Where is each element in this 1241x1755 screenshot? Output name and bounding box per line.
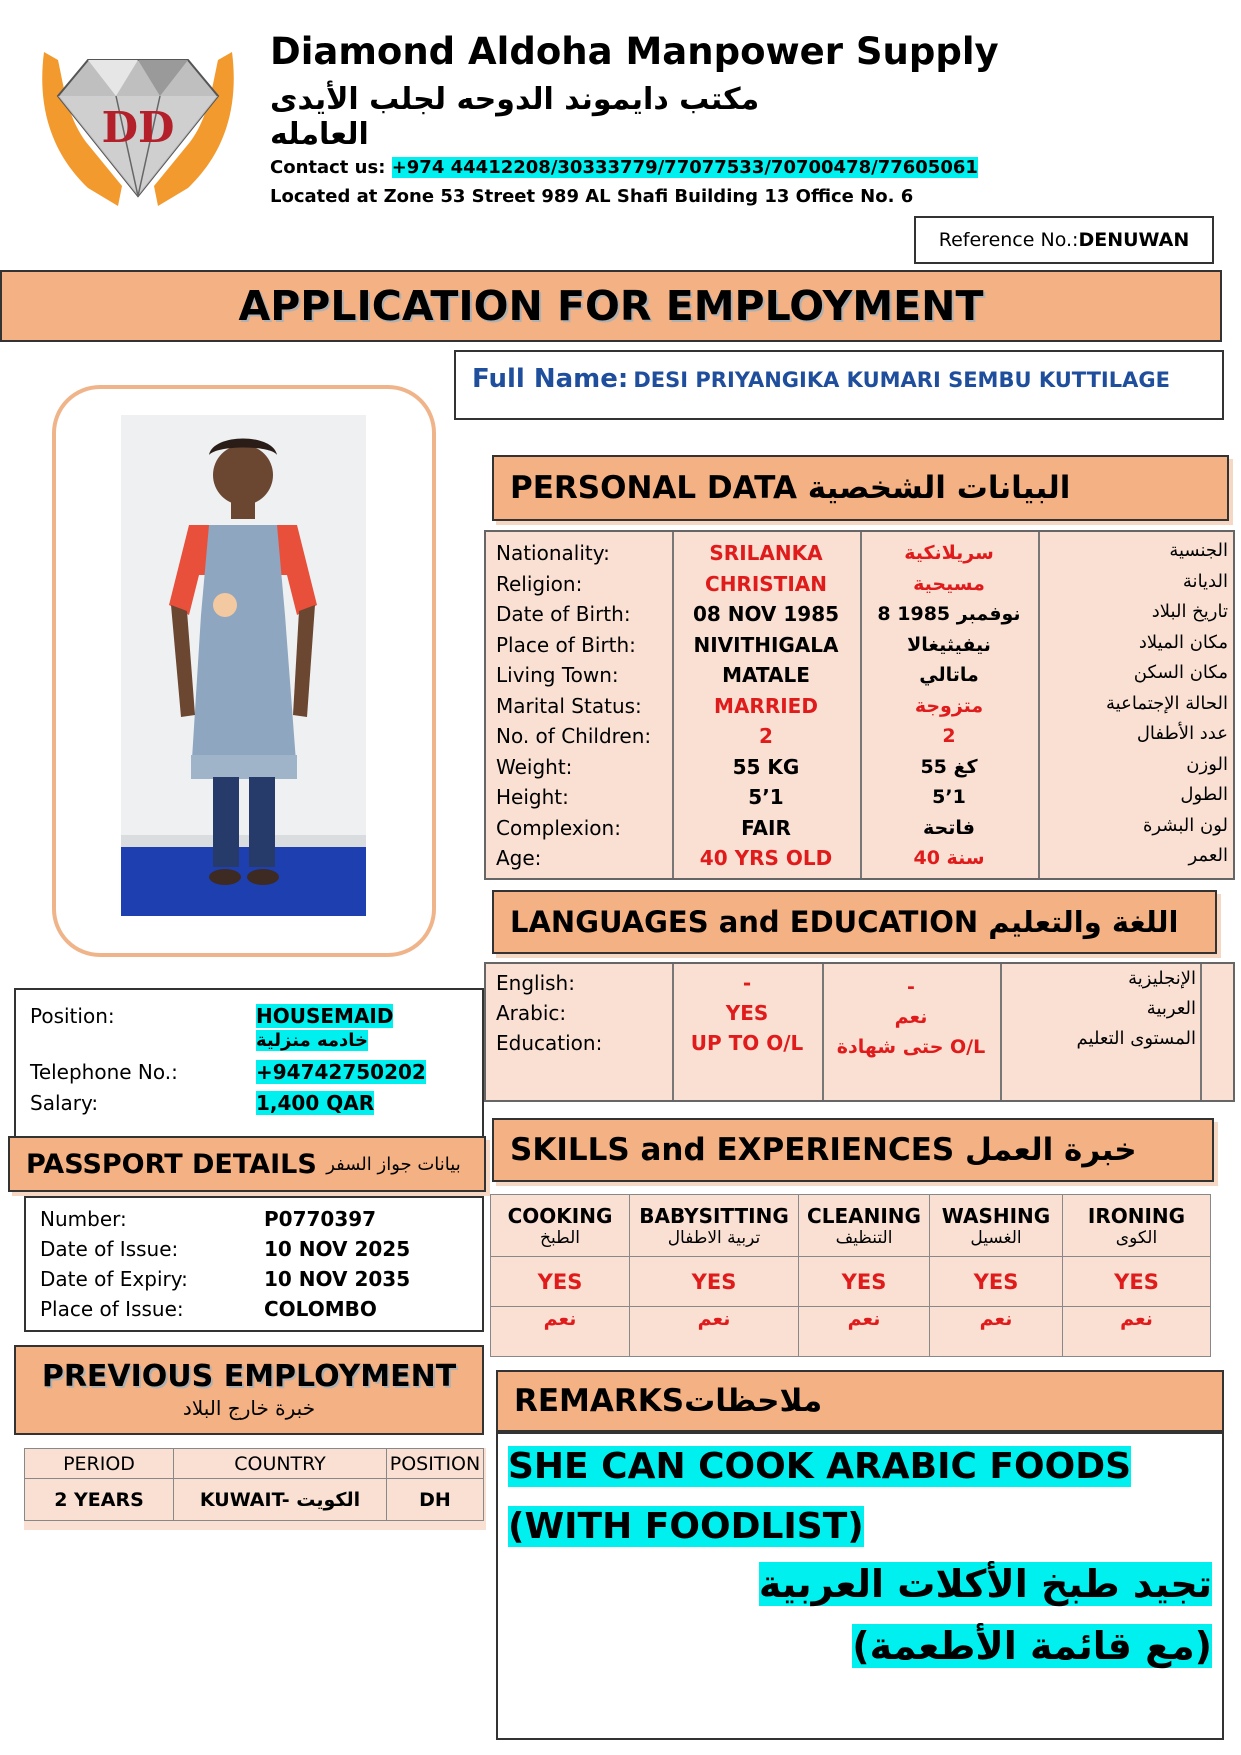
personal-labels-arabic — [1038, 536, 1228, 872]
value: SRILANKA — [709, 541, 823, 565]
skill-value: YES — [491, 1257, 630, 1307]
label: Marital Status: — [496, 693, 642, 718]
header-position: POSITION — [387, 1449, 484, 1479]
value-ar: مسيحية — [913, 572, 985, 595]
value-ar: نيفيثيغالا — [907, 633, 991, 656]
skill-header — [491, 1195, 630, 1257]
skill-value: YES — [930, 1257, 1063, 1307]
label: English: — [496, 971, 575, 995]
value: 10 NOV 2035 — [264, 1267, 411, 1291]
value-ar: ماتالي — [919, 664, 979, 686]
label: Height: — [496, 785, 569, 809]
value: NIVITHIGALA — [693, 632, 839, 657]
position-value: DH — [387, 1479, 484, 1521]
value: FAIR — [741, 815, 791, 840]
passport-heading-en: PASSPORT DETAILS — [26, 1148, 317, 1180]
label-ar: تاريخ البلاد — [1151, 601, 1228, 622]
label: No. of Children: — [496, 724, 652, 748]
previous-employment-heading — [14, 1345, 484, 1435]
label: Number: — [40, 1207, 127, 1231]
value: MATALE — [722, 663, 810, 687]
remarks-heading-ar: ملاحظات — [684, 1383, 823, 1419]
remarks-line-4 — [852, 1624, 1212, 1668]
passport-heading-ar: بيانات جواز السفر — [326, 1153, 461, 1175]
label: Arabic: — [496, 1001, 567, 1025]
remarks-line-3 — [759, 1562, 1212, 1606]
job-details-box — [14, 988, 484, 1140]
skill-header — [799, 1195, 930, 1257]
skill-value: YES — [799, 1257, 930, 1307]
value: 2 — [759, 724, 773, 748]
telephone-label: Telephone No.: — [30, 1060, 178, 1084]
label-ar: الحالة الإجتماعية — [1106, 692, 1228, 714]
value: 08 NOV 1985 — [692, 602, 840, 626]
full-name-box — [454, 350, 1224, 420]
label-ar: لون البشرة — [1142, 814, 1228, 836]
label: Complexion: — [496, 815, 621, 840]
label: Age: — [496, 846, 542, 870]
passport-values — [264, 1204, 410, 1324]
value: MARRIED — [714, 693, 818, 718]
personal-values — [672, 538, 860, 874]
remarks-line-2 — [508, 1506, 864, 1547]
contact-line — [270, 157, 978, 178]
reference-value: DENUWAN — [1078, 229, 1190, 251]
label-ar: الإنجليزية — [1128, 968, 1196, 989]
personal-values-arabic — [860, 538, 1038, 874]
value-ar: نعم — [894, 1006, 928, 1028]
label-ar: الجنسية — [1169, 540, 1228, 561]
full-name-value: DESI PRIYANGIKA KUMARI SEMBU KUTTILAGE — [633, 368, 1170, 392]
skills-heading — [492, 1118, 1214, 1182]
previous-heading-ar: خبرة خارج البلاد — [182, 1396, 316, 1420]
skill-name-ar: الكوى — [1115, 1227, 1158, 1248]
remarks-line-3-text: تجيد طبخ الأكلات العربية — [758, 1562, 1212, 1606]
address: Located at Zone 53 Street 989 AL Shafi Building 13 Office No. 6 — [270, 186, 914, 207]
skill-value-ar: نعم — [1063, 1307, 1211, 1357]
remarks-line-4-text: (مع قائمة الأطعمة) — [852, 1624, 1212, 1668]
value-ar: سريلانكية — [904, 542, 994, 564]
label: Date of Issue: — [40, 1237, 179, 1261]
company-name-arabic: مكتب دايموند الدوحه لجلب الأيدى العامله — [270, 82, 760, 152]
position-value: HOUSEMAID — [256, 1004, 394, 1028]
languages-heading-ar: اللغة والتعليم — [988, 905, 1179, 939]
label: Weight: — [496, 754, 573, 779]
label-ar: الديانة — [1182, 570, 1228, 592]
passport-box — [24, 1196, 484, 1332]
value: - — [742, 971, 752, 995]
label: Place of Birth: — [496, 632, 636, 657]
value-ar: 8 نوفمبر 1985 — [877, 603, 1021, 625]
previous-employment-table — [24, 1448, 484, 1521]
logo-letters: DD — [101, 103, 175, 152]
label: Nationality: — [496, 541, 610, 565]
header-country: COUNTRY — [174, 1449, 387, 1479]
label-ar: مكان الميلاد — [1138, 631, 1228, 653]
salary-value: 1,400 QAR — [256, 1091, 375, 1115]
label-ar: العمر — [1188, 845, 1228, 866]
previous-heading-en: PREVIOUS EMPLOYMENT — [41, 1359, 457, 1394]
value: 5’1 — [748, 785, 784, 809]
skill-value-ar: نعم — [630, 1307, 799, 1357]
value-ar: متزوجة — [914, 694, 984, 717]
language-labels-arabic — [1000, 964, 1196, 1054]
full-name-label: Full Name: — [472, 364, 629, 394]
language-values — [672, 968, 822, 1058]
period-value: 2 YEARS — [25, 1479, 174, 1521]
label: Living Town: — [496, 663, 619, 687]
passport-heading — [8, 1136, 486, 1192]
label: Place of Issue: — [40, 1297, 184, 1321]
label-ar: العربية — [1146, 998, 1196, 1019]
label-ar: عدد الأطفال — [1136, 723, 1228, 744]
value: P0770397 — [264, 1207, 377, 1231]
skill-value-ar: نعم — [799, 1307, 930, 1357]
telephone-value: +94742750202 — [256, 1060, 426, 1084]
previous-employment-table-wrap — [24, 1448, 486, 1530]
label: Religion: — [496, 571, 583, 596]
personal-heading-en: PERSONAL DATA — [510, 470, 797, 506]
skill-name: WASHING — [941, 1203, 1051, 1228]
label: Date of Expiry: — [40, 1267, 188, 1291]
skill-name-ar: الغسيل — [970, 1227, 1022, 1248]
value: 10 NOV 2025 — [264, 1237, 411, 1261]
page-title-text: APPLICATION FOR EMPLOYMENT — [238, 282, 984, 330]
reference-box — [914, 216, 1214, 264]
value-ar: 5’1 — [932, 786, 966, 808]
value: UP TO O/L — [690, 1031, 804, 1055]
value: YES — [725, 1001, 769, 1025]
languages-panel — [484, 962, 1235, 1102]
header-period: PERIOD — [25, 1449, 174, 1479]
value: 40 YRS OLD — [699, 846, 833, 870]
skill-value-ar: نعم — [930, 1307, 1063, 1357]
label-ar: الوزن — [1186, 753, 1228, 775]
skill-value: YES — [1063, 1257, 1211, 1307]
skill-header — [930, 1195, 1063, 1257]
skills-table — [490, 1194, 1211, 1357]
remarks-line-1-text: SHE CAN COOK ARABIC FOODS — [508, 1446, 1132, 1487]
company-name: Diamond Aldoha Manpower Supply — [270, 30, 999, 73]
skill-value-ar: نعم — [491, 1307, 630, 1357]
value-ar: 55 كغ — [920, 755, 978, 778]
label-ar: مكان السكن — [1133, 662, 1228, 683]
value-ar: حتى شهادة O/L — [836, 1036, 986, 1058]
skill-header — [1063, 1195, 1211, 1257]
page-title — [0, 270, 1222, 342]
languages-heading-en: LANGUAGES and EDUCATION — [510, 905, 979, 939]
skill-name-ar: تربية الاطفال — [667, 1227, 761, 1248]
salary-label: Salary: — [30, 1091, 99, 1115]
country-value: KUWAIT- الكويت — [174, 1479, 387, 1521]
remarks-heading — [496, 1370, 1224, 1432]
value-ar: 40 سنة — [913, 847, 985, 869]
value-ar: - — [907, 976, 915, 998]
skill-name: BABYSITTING — [639, 1203, 789, 1228]
language-labels — [496, 968, 672, 1058]
skill-name-ar: التنظيف — [835, 1227, 893, 1248]
personal-labels — [496, 538, 672, 874]
value-ar: 2 — [942, 725, 956, 747]
remarks-heading-en: REMARKS — [514, 1383, 685, 1419]
skill-header — [630, 1195, 799, 1257]
value: 55 KG — [732, 754, 800, 779]
remarks-line-2-text: (WITH FOODLIST) — [508, 1506, 864, 1547]
company-logo — [26, 38, 250, 214]
personal-data-panel — [484, 530, 1235, 880]
skills-heading-ar: خبرة العمل — [965, 1132, 1137, 1168]
skills-panel — [490, 1194, 1211, 1356]
label: Education: — [496, 1031, 603, 1055]
passport-labels — [40, 1204, 188, 1324]
label-ar: المستوى التعليم — [1076, 1028, 1196, 1049]
skill-name-ar: الطبخ — [540, 1227, 580, 1248]
position-value-arabic: خادمه منزلية — [256, 1030, 369, 1051]
contact-numbers: +974 44412208/30333779/77077533/70700478/77605061 — [391, 157, 978, 178]
reference-label: Reference No.: — [938, 229, 1079, 251]
remarks-box — [496, 1432, 1224, 1740]
label: Date of Birth: — [496, 602, 631, 626]
value: COLOMBO — [264, 1297, 377, 1321]
remarks-line-1 — [508, 1446, 1131, 1487]
label-ar: الطول — [1180, 784, 1228, 805]
skill-value: YES — [630, 1257, 799, 1307]
value-ar: فاتحة — [923, 816, 975, 839]
value: CHRISTIAN — [705, 571, 827, 596]
skill-name: COOKING — [507, 1203, 613, 1228]
skills-heading-en: SKILLS and EXPERIENCES — [510, 1132, 955, 1168]
language-values-arabic — [822, 972, 1000, 1062]
skill-name: IRONING — [1087, 1203, 1186, 1228]
skill-name: CLEANING — [807, 1203, 921, 1228]
personal-heading-ar: البيانات الشخصية — [807, 470, 1071, 506]
contact-label: Contact us: — [270, 157, 386, 178]
candidate-photo — [121, 415, 366, 916]
personal-data-heading — [492, 455, 1229, 521]
languages-heading — [492, 890, 1217, 954]
position-label: Position: — [30, 1004, 115, 1028]
